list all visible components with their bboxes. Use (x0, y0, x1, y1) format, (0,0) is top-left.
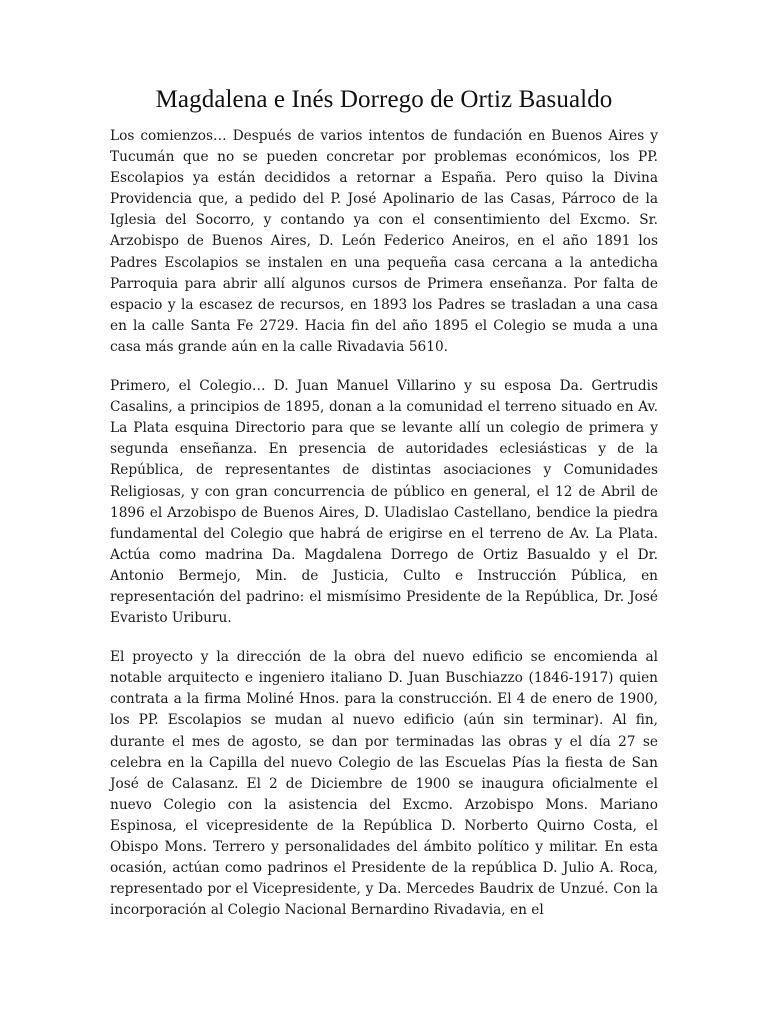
document-body (110, 126, 658, 939)
paragraph-el-proyecto: El proyecto y la dirección de la obra del nuevo edificio se encomienda al notable arquitecto e ingeniero italiano D. Juan Buschiazzo (1846-1917) quien contrata a la firma Moliné Hnos. para la construcción. El 4 de enero de 1900, los PP. Escolapios se mudan al nuevo edificio (aún sin terminar). Al fin, durante el mes de agosto, se dan por terminadas las obras y el día 27 se celebra en la Capilla del nuevo Colegio de las Escuelas Pías la fiesta de San José de Calasanz. El 2 de Diciembre de 1900 se inaugura oficialmente el nuevo Colegio con la asistencia del Excmo. Arzobispo Mons. Mariano Espinosa, el vicepresidente de la República D. Norberto Quirno Costa, el Obispo Mons. Terrero y personalidades del ámbito político y militar. En esta ocasión, actúan como padrinos el Presidente de la república D. Julio A. Roca, representado por el Vicepresidente, y Da. Mercedes Baudrix de Unzué. Con la incorporación al Colegio Nacional Bernardino Rivadavia, en el (110, 649, 658, 919)
paragraph-primero-el-colegio: Primero, el Colegio… D. Juan Manuel Villarino y su esposa Da. Gertrudis Casalins, a principios de 1895, donan a la comunidad el terreno situado en Av. La Plata esquina Directorio para que se levante allí un colegio de primera y segunda enseñanza. En presencia de autoridades eclesiásticas y de la República, de representantes de distintas asociaciones y Comunidades Religiosas, y con gran concurrencia de público en general, el 12 de Abril de 1896 el Arzobispo de Buenos Aires, D. Uladislao Castellano, bendice la piedra fundamental del Colegio que habrá de erigirse en el terreno de Av. La Plata. Actúa como madrina Da. Magdalena Dorrego de Ortiz Basualdo y el Dr. Antonio Bermejo, Min. de Justicia, Culto e Instrucción Pública, en representación del padrino: el mismísimo Presidente de la República, Dr. José Evaristo Uriburu. (110, 378, 658, 627)
paragraph-los-comienzos: Los comienzos… Después de varios intentos de fundación en Buenos Aires y Tucumán que no se pueden concretar por problemas económicos, los PP. Escolapios ya están decididos a retornar a España. Pero quiso la Divina Providencia que, a pedido del P. José Apolinario de las Casas, Párroco de la Iglesia del Socorro, y contando ya con el consentimiento del Excmo. Sr. Arzobispo de Buenos Aires, D. León Federico Aneiros, en el año 1891 los Padres Escolapios se instalen en una pequeña casa cercana a la antedicha Parroquia para abrir allí algunos cursos de Primera enseñanza. Por falta de espacio y la escasez de recursos, en 1893 los Padres se trasladan a una casa en la calle Santa Fe 2729. Hacia fin del año 1895 el Colegio se muda a una casa más grande aún en la calle Rivadavia 5610. (110, 128, 658, 355)
document-title: Magdalena e Inés Dorrego de Ortiz Basualdo (155, 86, 613, 113)
